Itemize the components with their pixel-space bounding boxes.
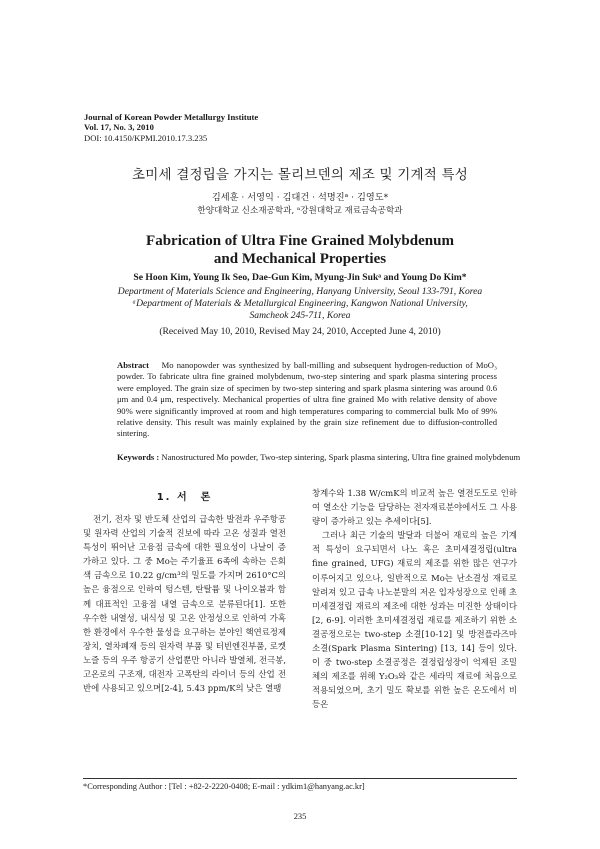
- abstract: [117, 360, 497, 440]
- journal-name: Journal of Korean Powder Metallurgy Institute: [84, 112, 259, 122]
- keywords-label: Keywords :: [117, 452, 160, 462]
- body-paragraph: 전기, 전자 및 반도체 산업의 급속한 발전과 우주항공 및 원자력 산업의 기술적 진보에 따라 고온 성질과 열전특성이 뛰어난 고융점 금속에 대한 필요성이 나날이 증가하고 있다. 그 중 Mo는 주기율표 6족에 속하는 은회색 금속으로 10.22 g/cm³의 밀도를 가지며 2610°C의 높은 융점으로 인하여 텅스텐, 탄탈륨 및 나이오븀과 함께 대표적인 고융점 내열 금속으로 분류된다[1]. 또한 우수한 내열성, 내식성 및 고온 안정성으로 인하여 가혹한 환경에서 우수한 물성을 요구하는 분야인 핵연료정제장치, 열차폐재 등의 원자력 부품 및 터빈엔진부품, 로켓 노즐 등의 우주 항공기 산업뿐만 아니라 발열체, 전극봉, 고온로의 구조재, 대전자 고폭탄의 라이너 등의 산업 전반에 사용되고 있으며[2-4], 5.43 ppm/K의 낮은 열팽: [83, 514, 286, 694]
- body-column-left: [83, 512, 286, 695]
- keywords-text: Nanostructured Mo powder, Two-step sintering, Spark plasma sintering, Ultra fine grained molybdenum: [161, 452, 521, 462]
- journal-header: [84, 112, 258, 143]
- journal-volume: Vol. 17, No. 3, 2010: [84, 122, 154, 133]
- keywords: [117, 452, 521, 462]
- english-affiliation-line2: ᵃDepartment of Materials & Metallurgical Engineering, Kangwon National University,: [132, 298, 468, 310]
- english-affiliation-line1: Department of Materials Science and Engineering, Hanyang University, Seoul 133-791, Korea: [117, 286, 483, 297]
- korean-affiliation: 한양대학교 신소재공학과, ᵃ강원대학교 재료금속공학과: [197, 206, 403, 216]
- footnote-divider: [83, 778, 517, 779]
- section-heading-introduction: 1. 서 론: [156, 492, 213, 503]
- english-title-line1: Fabrication of Ultra Fine Grained Molybdenum: [146, 233, 454, 249]
- korean-title: 초미세 결정립을 가지는 몰리브덴의 제조 및 기계적 특성: [132, 167, 468, 183]
- english-affiliation: [0, 286, 600, 323]
- english-title-line2: and Mechanical Properties: [213, 251, 387, 267]
- body-paragraph: 그러나 최근 기술의 발달과 더불어 재료의 높은 기계적 특성이 요구되면서 나노 혹은 초미세결정립(ultra fine grained, UFG) 재료의 제조를 위한 많은 연구가 이루어지고 있으나, 일반적으로 Mo는 난소결성 재료로 알려져 있고 급속 나노분말의 저온 입자성장으로 인해 초미세결정립 재료의 제조에 대한 성과는 미진한 상태이다[2, 6-9]. 이러한 초미세결정립 재료를 제조하기 위한 소결공정으로는 two-step 소결[10-12] 및 방전플라즈마 소결(Spark Plasma Sintering) [13, 14] 등이 있다. 이 중 two-step 소결공정은 결정립성장이 억제된 조밀체의 제조를 위해 Y₂O₃와 같은 세라믹 재료에 처음으로 적용되었으며, 초기 밀도 확보를 위한 높은 온도에서 비등온: [312, 530, 517, 710]
- received-dates: (Received May 10, 2010, Revised May 24, 2010, Accepted June 4, 2010): [159, 326, 441, 337]
- abstract-label: Abstract: [117, 360, 149, 370]
- page-number: 235: [293, 812, 307, 821]
- korean-authors: 김세훈 · 서영익 · 김대건 · 석명진ᵃ · 김영도*: [211, 192, 389, 203]
- abstract-text: Mo nanopowder was synthesized by ball-milling and subsequent hydrogen-reduction of MoO₃ powder. To fabricate ultra fine grained molybdenum, two-step sintering and spark plasma sintering process were employed. The grain size of specimen by two-step sintering and spark plasma sintering was around 0.6 μm and 0.4 μm, respectively. Mechanical properties of ultra fine grained Mo with relative density of above 90% were significantly improved at room and high temperatures comparing to commercial bulk Mo of 99% relative density. This result was mainly explained by the grain size refinement due to diffusion-controlled sintering.: [117, 360, 497, 439]
- corresponding-author-footnote: *Corresponding Author : [Tel : +82-2-2220-0408; E-mail : ydkim1@hanyang.ac.kr]: [83, 782, 365, 791]
- body-paragraph: 창계수와 1.38 W/cmK의 비교적 높은 열전도도로 인하여 열소산 기능을 담당하는 전자재료분야에서도 그 사용량이 증가하고 있는 추세이다[5].: [312, 488, 517, 527]
- journal-doi: DOI: 10.4150/KPMI.2010.17.3.235: [84, 132, 208, 143]
- english-authors: Se Hoon Kim, Young Ik Seo, Dae-Gun Kim, Myung-Jin Sukᵃ and Young Do Kim*: [133, 272, 467, 283]
- english-title: [0, 232, 600, 268]
- english-affiliation-line3: Samcheok 245-711, Korea: [249, 310, 351, 322]
- body-column-right: [312, 486, 517, 712]
